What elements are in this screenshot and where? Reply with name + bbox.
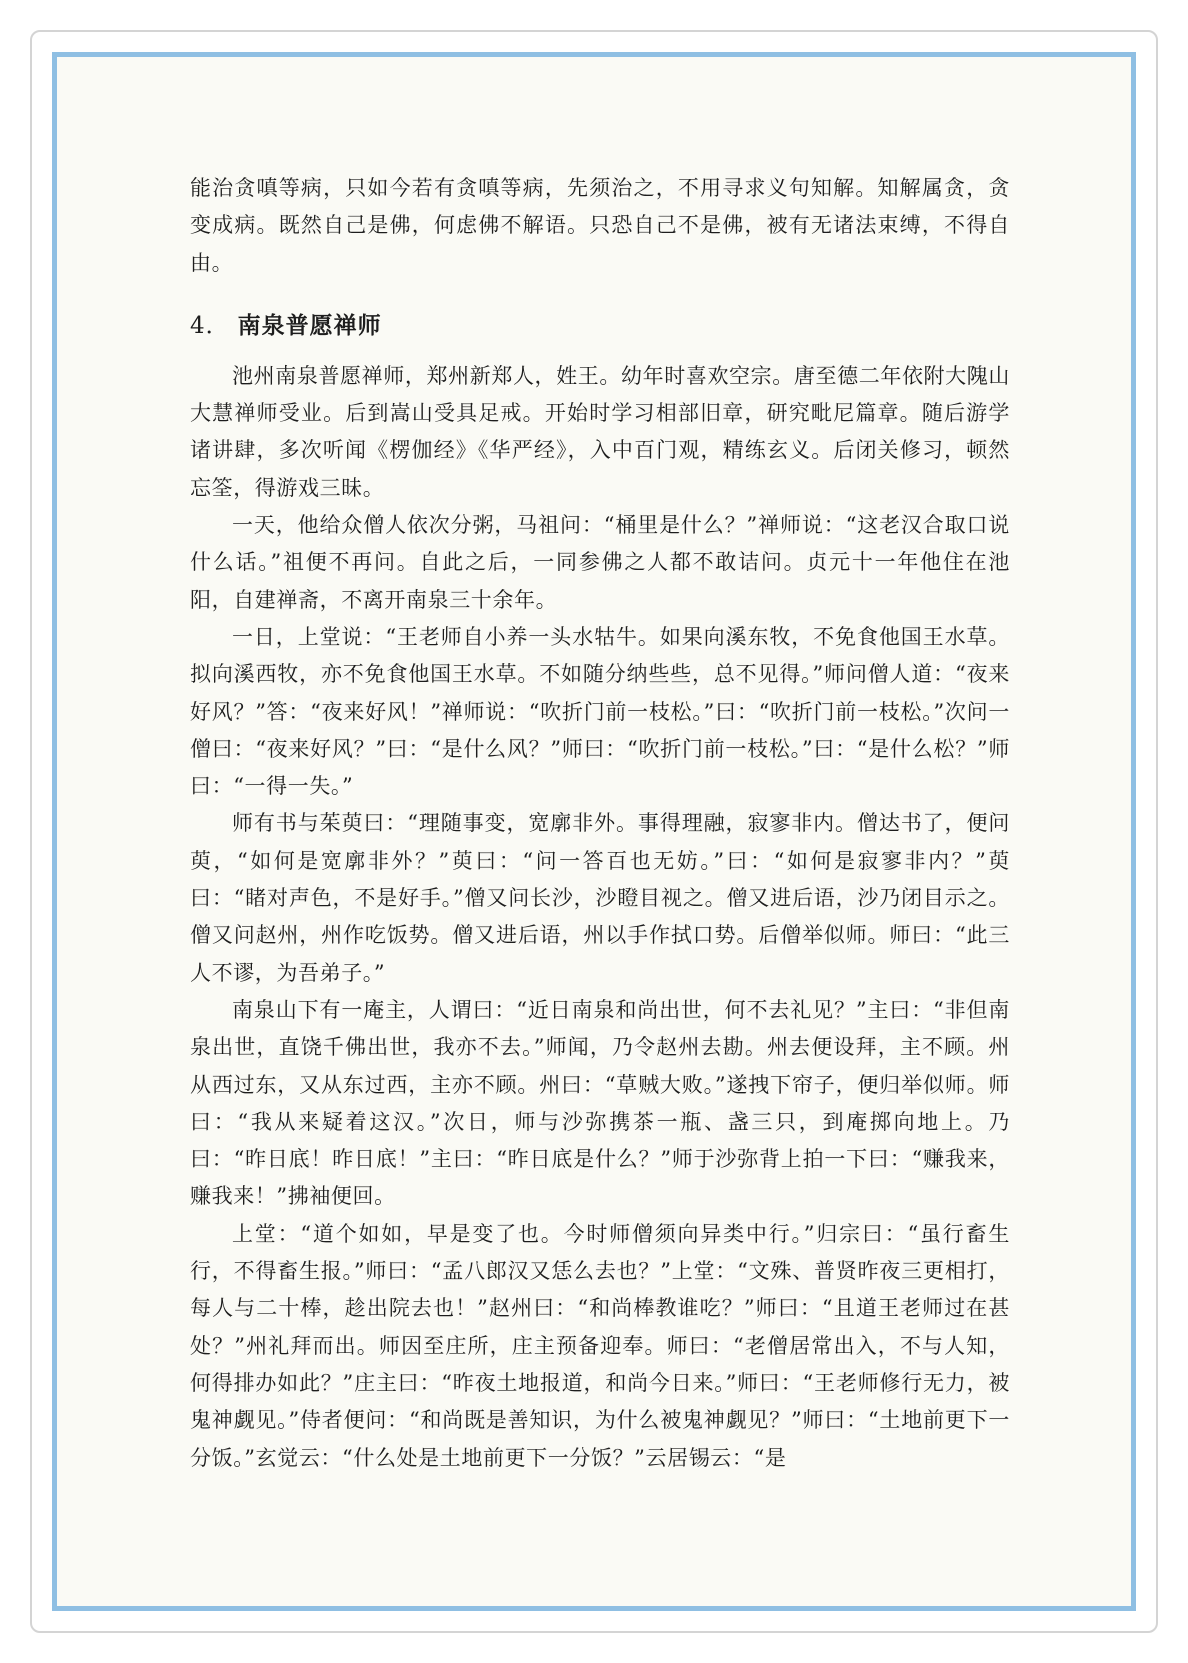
paragraph: 师有书与茱萸曰：“理随事变，宽廓非外。事得理融，寂寥非内。僧达书了，便问萸，“如何是宽廓非外？”萸曰：“问一答百也无妨。”曰：“如何是寂寥非内？”萸曰：“睹对声色，不是好手。”僧又问长沙，沙瞪目视之。僧又进后语，沙乃闭目示之。僧又问赵州，州作吃饭势。僧又进后语，州以手作拭口势。后僧举似师。师曰：“此三人不谬，为吾弟子。” [190,811,1010,985]
paragraph: 一日，上堂说：“王老师自小养一头水牯牛。如果向溪东牧，不免食他国王水草。拟向溪西牧，亦不免食他国王水草。不如随分纳些些，总不见得。”师问僧人道：“夜来好风？”答：“夜来好风！”禅师说：“吹折门前一枝松。”曰：“吹折门前一枝松。”次问一僧曰：“夜来好风？”曰：“是什么风？”师曰：“吹折门前一枝松。”曰：“是什么松？”师曰：“一得一失。” [190,624,1010,799]
paragraph: 南泉山下有一庵主，人谓曰：“近日南泉和尚出世，何不去礼见？”主曰：“非但南泉出世，直饶千佛出世，我亦不去。”师闻，乃令赵州去勘。州去便设拜，主不顾。州从西过东，又从东过西，主亦不顾。州曰：“草贼大败。”遂拽下帘子，便归举似师。师曰：“我从来疑着这汉。”次日，师与沙弥携茶一瓶、盏三只，到庵掷向地上。乃曰：“昨日底！昨日底！”主曰：“昨日底是什么？”师于沙弥背上拍一下曰：“赚我来，赚我来！”拂袖便回。 [190,997,1010,1209]
paragraph-continued: 能治贪嗔等病，只如今若有贪嗔等病，先须治之，不用寻求义句知解。知解属贪，贪变成病。既然自己是佛，何虑佛不解语。只恐自己不是佛，被有无诸法束缚，不得自由。 [190,176,1010,275]
section-heading [190,306,1010,346]
section-title: 南泉普愿禅师 [237,311,382,339]
document-body [190,170,1010,1477]
paragraph: 池州南泉普愿禅师，郑州新郑人，姓王。幼年时喜欢空宗。唐至德二年依附大隗山大慧禅师受业。后到嵩山受具足戒。开始时学习相部旧章，研究毗尼篇章。随后游学诸讲肆，多次听闻《楞伽经》《华严经》，入中百门观，精练玄义。后闭关修习，顿然忘筌，得游戏三昧。 [190,363,1010,500]
paragraph: 上堂：“道个如如，早是变了也。今时师僧须向异类中行。”归宗曰：“虽行畜生行，不得畜生报。”师曰：“孟八郎汉又恁么去也？”上堂：“文殊、普贤昨夜三更相打，每人与二十棒，趁出院去也！”赵州曰：“和尚棒教谁吃？”师曰：“且道王老师过在甚处？”州礼拜而出。师因至庄所，庄主预备迎奉。师曰：“老僧居常出入，不与人知，何得排办如此？”庄主曰：“昨夜土地报道，和尚今日来。”师曰：“王老师修行无力，被鬼神觑见。”侍者便问：“和尚既是善知识，为什么被鬼神觑见？”师曰：“土地前更下一分饭。”玄觉云：“什么处是土地前更下一分饭？”云居锡云：“是 [190,1221,1010,1470]
paragraph: 一天，他给众僧人依次分粥，马祖问：“桶里是什么？”禅师说：“这老汉合取口说什么话。”祖便不再问。自此之后，一同参佛之人都不敢诘问。贞元十一年他住在池阳，自建禅斋，不离开南泉三十余年。 [190,513,1010,612]
section-number: 4． [190,312,230,339]
